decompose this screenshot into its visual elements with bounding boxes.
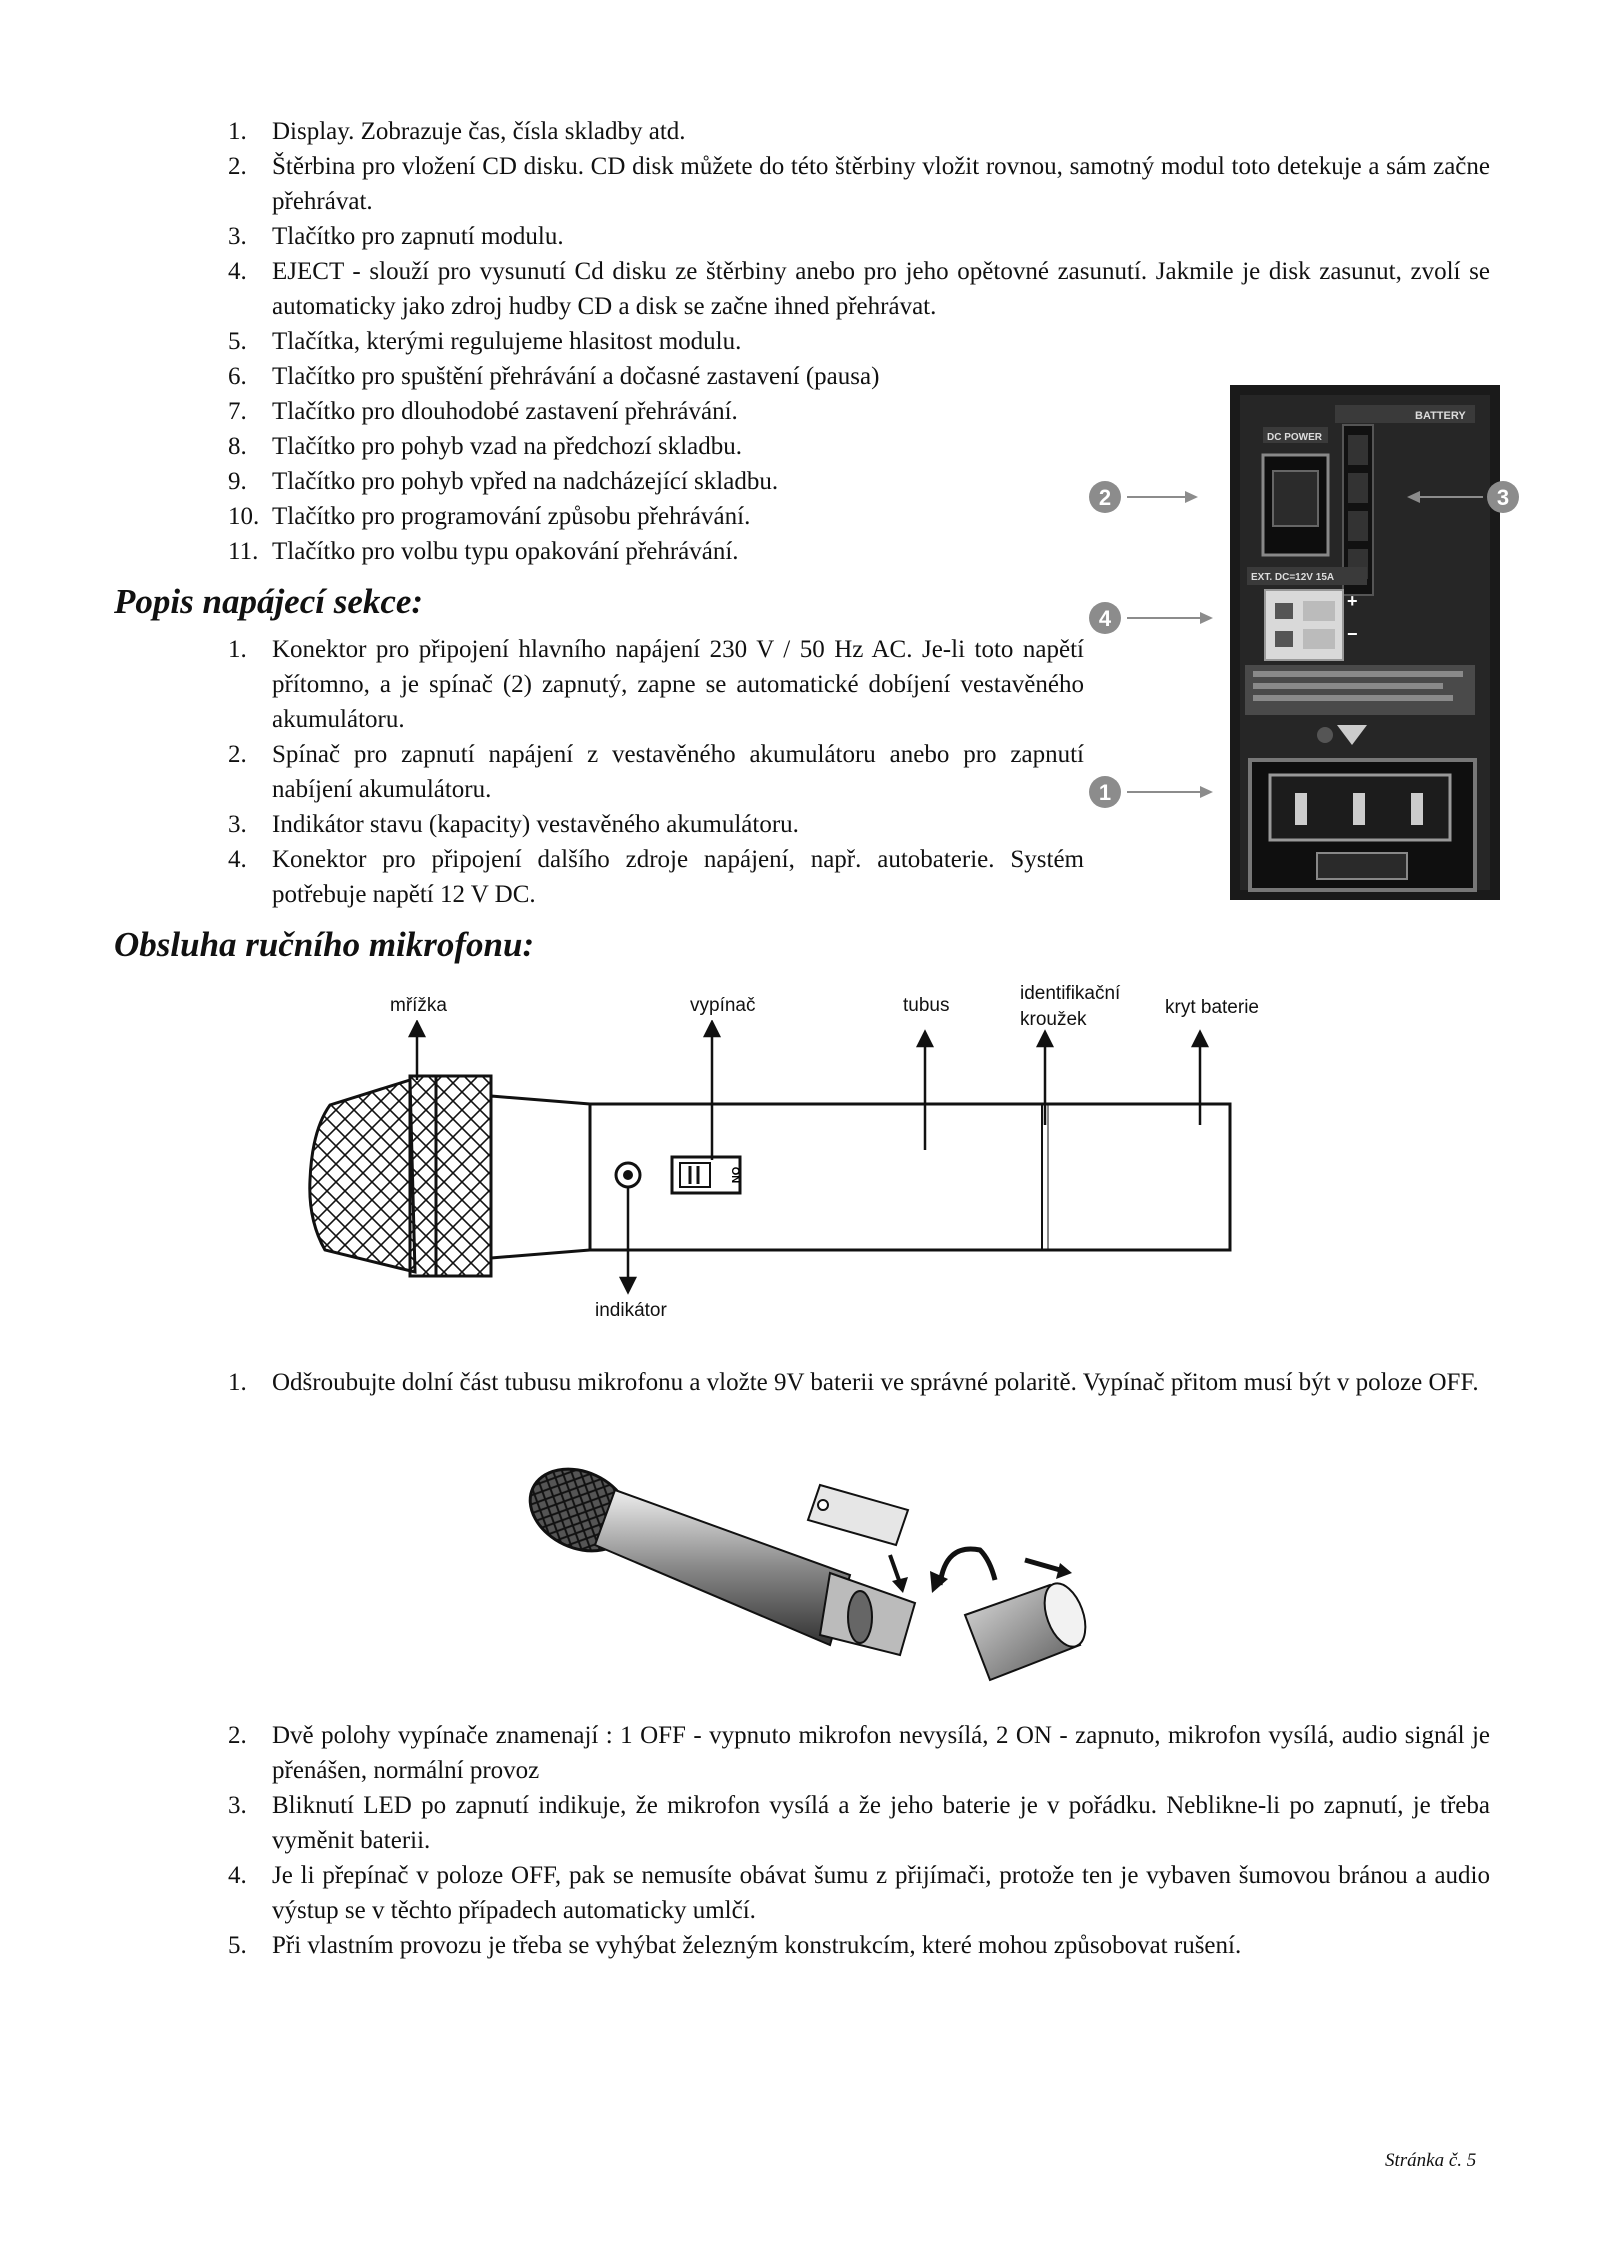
list-item: 3. Tlačítko pro zapnutí modulu.	[228, 223, 564, 250]
svg-text:−: −	[1347, 624, 1358, 644]
list-item: 4. Konektor pro připojení dalšího zdroje napájení, např. autobaterie. Systém potřebuje napětí 12 V DC.	[228, 846, 1084, 908]
dc-power-label: DC POWER	[1267, 432, 1322, 443]
list-item: 5. Při vlastním provozu je třeba se vyhýbat železným konstrukcím, které mohou způsobovat rušení.	[228, 1932, 1242, 1959]
svg-text:3: 3	[1496, 485, 1510, 510]
label-tube: tubus	[903, 995, 950, 1016]
move-arrow-icon	[1056, 1563, 1072, 1579]
svg-text:2: 2	[1098, 485, 1112, 510]
battery-9v	[808, 1485, 908, 1545]
list-item: 4. EJECT - slouží pro vysunutí Cd disku ze štěrbiny anebo pro jeho opětovné zasunutí. Jakmile je disk zasunut, zvolí se automaticky jako zdroj hudby CD a disk se začne ihned přehrávat.	[228, 258, 1490, 320]
mic-section-heading: Obsluha ručního mikrofonu:	[114, 925, 535, 964]
list-item: 3. Bliknutí LED po zapnutí indikuje, že mikrofon vysílá a že jeho baterie je v pořádku. Neblikne-li po zapnutí, je třeba vyměnit baterii.	[228, 1792, 1490, 1854]
list-item: 6. Tlačítko pro spuštění přehrávání a dočasné zastavení (pausa)	[228, 363, 880, 390]
list-item: 2. Spínač pro zapnutí napájení z vestavěného akumulátoru anebo pro zapnutí nabíjení akumulátoru.	[228, 741, 1084, 803]
list-item: 2. Štěrbina pro vložení CD disku. CD disk můžete do této štěrbiny vložit rovnou, samotný modul toto detekuje a sám začne přehrávat.	[228, 153, 1490, 215]
insert-arrow-icon	[892, 1577, 908, 1593]
svg-text:+: +	[1347, 591, 1358, 611]
svg-text:1: 1	[1098, 780, 1112, 805]
list-item: 4. Je li přepínač v poloze OFF, pak se nemusíte obávat šumu z přijímači, protože ten je vybaven šumovou bránou a audio výstup se v těchto případech automaticky umlčí.	[228, 1862, 1490, 1924]
dc-terminal-connector	[1265, 590, 1343, 660]
label-grille: mřížka	[390, 995, 447, 1016]
svg-text:4: 4	[1098, 606, 1112, 631]
list-item: 2. Dvě polohy vypínače znamenají : 1 OFF - vypnuto mikrofon nevysílá, 2 ON - zapnuto, mikrofon vysílá, audio signál je přenášen, normální provoz	[228, 1722, 1490, 1784]
battery-label: BATTERY	[1415, 410, 1466, 422]
mic-grille	[310, 1080, 415, 1272]
list-item: 11. Tlačítko pro volbu typu opakování přehrávání.	[228, 538, 739, 565]
power-panel-illustration	[1085, 375, 1525, 905]
list-item: 9. Tlačítko pro pohyb vpřed na nadcházející skladbu.	[228, 468, 779, 495]
ext-dc-label: EXT. DC=12V 15A	[1251, 572, 1335, 583]
label-indicator: indikátor	[595, 1300, 667, 1321]
list-item: 8. Tlačítko pro pohyb vzad na předchozí skladbu.	[228, 433, 742, 460]
battery-insertion-illustration	[520, 1455, 1100, 1695]
mic-steps-list	[228, 1718, 1490, 1963]
microphone-diagram	[300, 1020, 1250, 1310]
fuse-holder	[1317, 853, 1407, 879]
label-ring-line2: kroužek	[1020, 1009, 1087, 1030]
list-item: 1. Display. Zobrazuje čas, čísla skladby atd.	[228, 118, 686, 145]
list-item: 1. Konektor pro připojení hlavního napájení 230 V / 50 Hz AC. Je-li toto napětí přítomno, a je spínač (2) zapnutý, zapne se automatické dobíjení vestavěného akumulátoru.	[228, 636, 1084, 733]
label-ring-line1: identifikační	[1020, 983, 1121, 1004]
power-section-heading: Popis napájecí sekce:	[114, 582, 424, 621]
label-switch: vypínač	[690, 995, 756, 1016]
power-section-list	[228, 632, 1084, 912]
list-item: 1. Odšroubujte dolní část tubusu mikrofonu a vložte 9V baterii ve správné polaritě. Vypínač přitom musí být v poloze OFF.	[228, 1369, 1479, 1396]
list-item: 10. Tlačítko pro programování způsobu přehrávání.	[228, 503, 751, 530]
mic-collar	[491, 1096, 590, 1258]
mic-step-1	[228, 1365, 1490, 1400]
label-cover: kryt baterie	[1165, 997, 1259, 1018]
page-number: Stránka č. 5	[1385, 2150, 1477, 2171]
list-item: 3. Indikátor stavu (kapacity) vestavěného akumulátoru.	[228, 811, 799, 838]
list-item: 7. Tlačítko pro dlouhodobé zastavení přehrávání.	[228, 398, 738, 425]
svg-text:ON: ON	[729, 1166, 741, 1184]
list-item: 5. Tlačítka, kterými regulujeme hlasitost modulu.	[228, 328, 742, 355]
rotate-arrow-icon	[940, 1549, 995, 1585]
